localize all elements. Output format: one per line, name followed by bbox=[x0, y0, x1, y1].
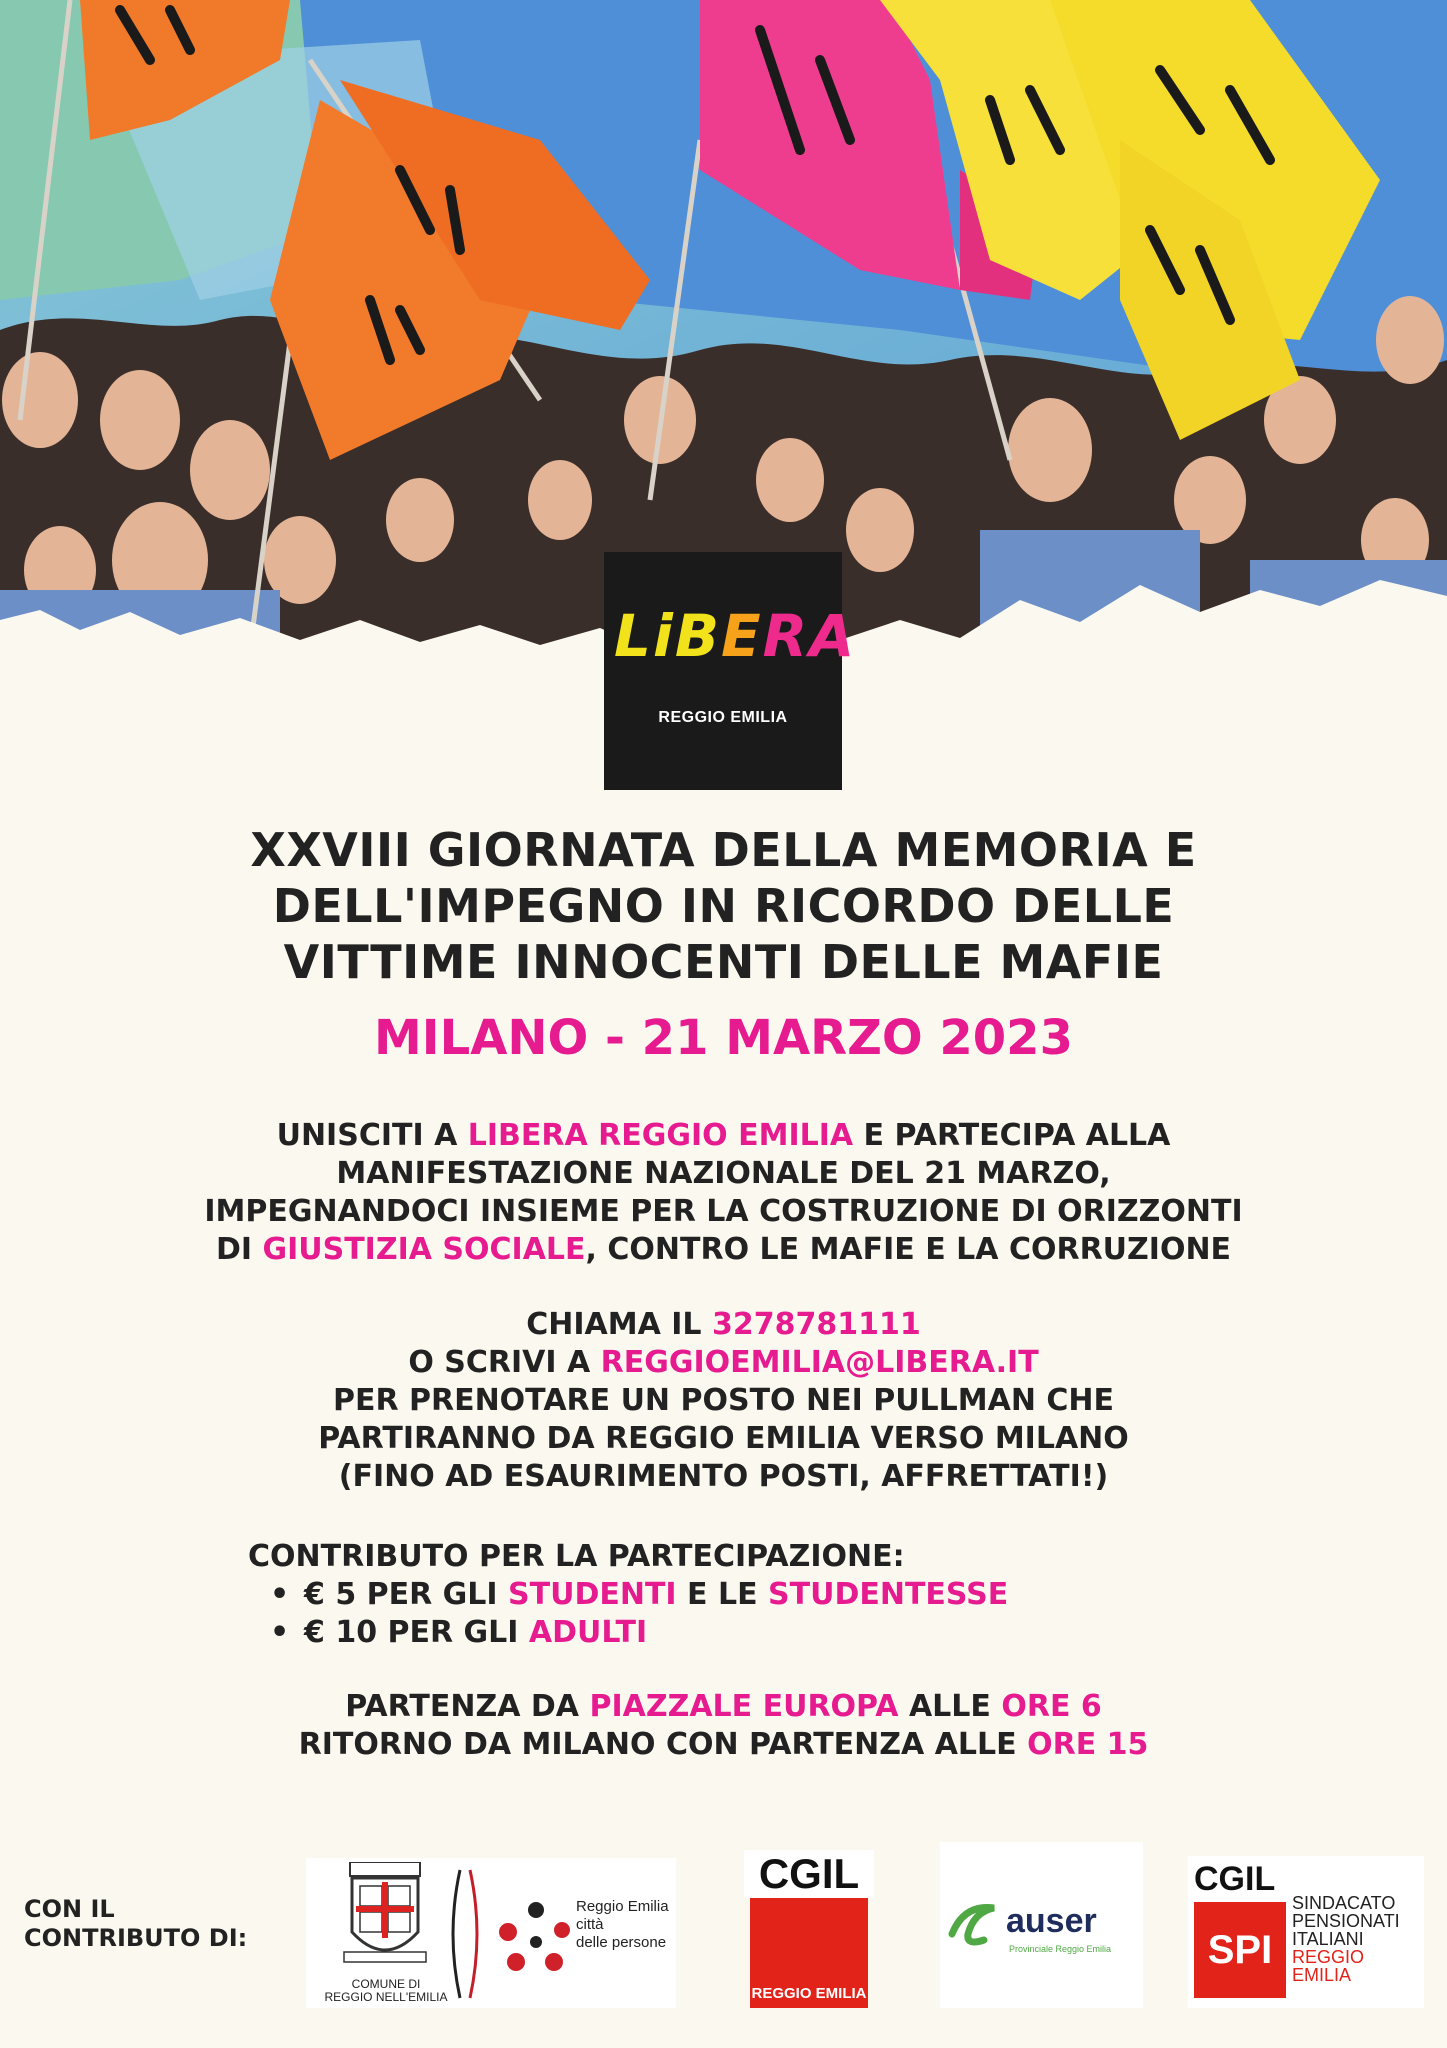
parenthesis-divider-icon bbox=[446, 1866, 486, 2002]
page-title bbox=[60, 822, 1387, 990]
title-line: VITTIME INNOCENTI DELLE MAFIE bbox=[283, 935, 1164, 989]
spi-cgil-logo bbox=[1188, 1856, 1424, 2008]
auser-logo bbox=[940, 1842, 1143, 2008]
citta-delle-persone-icon bbox=[486, 1890, 586, 1980]
cgil-red-block: REGGIO EMILIA bbox=[750, 1898, 868, 2008]
contribution-list bbox=[248, 1576, 1348, 1652]
intro-paragraph: UNISCITI A LIBERA REGGIO EMILIA E PARTECIPA ALLA MANIFESTAZIONE NAZIONALE DEL 21 MARZO, IMPEGNANDOCI INSIEME PER LA COSTRUZIONE DI ORIZZONTI DI GIUSTIZIA SOCIALE, CONTRO LE MAFIE E LA CORRUZIONE bbox=[204, 1118, 1243, 1267]
event-date-location: MILANO - 21 MARZO 2023 bbox=[374, 1010, 1073, 1066]
logo-subtitle: REGGIO EMILIA bbox=[658, 709, 788, 726]
comune-crest-icon bbox=[342, 1862, 428, 1970]
title-line: XXVIII GIORNATA DELLA MEMORIA E bbox=[250, 823, 1197, 877]
cgil-wordmark: CGIL bbox=[744, 1850, 874, 1898]
comune-caption: COMUNE DI REGGIO NELL'EMILIA bbox=[324, 1977, 448, 2004]
contribution-section bbox=[248, 1538, 1348, 1652]
giustizia-sociale-highlight: GIUSTIZIA SOCIALE bbox=[262, 1232, 586, 1267]
auser-wordmark: auser bbox=[1006, 1902, 1097, 1940]
auser-subtitle: Provinciale Reggio Emilia bbox=[1008, 1944, 1112, 1954]
citta-delle-persone-text: Reggio Emilia città delle persone bbox=[576, 1898, 669, 1951]
contact-paragraph: CHIAMA IL 3278781111 O SCRIVI A REGGIOEMILIA@LIBERA.IT PER PRENOTARE UN POSTO NEI PULLMAN CHE PARTIRANNO DA REGGIO EMILIA VERSO MILANO (FINO AD ESAURIMENTO POSTI, AFFRETTATI!) bbox=[318, 1307, 1129, 1494]
list-item: • € 10 PER GLI ADULTI bbox=[304, 1614, 1348, 1652]
list-item: • € 5 PER GLI STUDENTI E LE STUDENTESSE bbox=[304, 1576, 1348, 1614]
email-address[interactable]: REGGIOEMILIA@LIBERA.IT bbox=[600, 1345, 1039, 1380]
spi-cgil-wordmark: CGIL bbox=[1194, 1860, 1276, 1898]
contribution-heading: CONTRIBUTO PER LA PARTECIPAZIONE: bbox=[248, 1539, 905, 1574]
libera-reggio-highlight: LIBERA REGGIO EMILIA bbox=[467, 1118, 854, 1153]
libera-wordmark: LiBERA bbox=[614, 602, 857, 670]
spi-red-block: SPI bbox=[1194, 1902, 1286, 1998]
cgil-reggio-logo bbox=[744, 1850, 874, 2008]
comune-reggio-logo bbox=[306, 1858, 676, 2008]
title-line: DELL'IMPEGNO IN RICORDO DELLE bbox=[272, 879, 1175, 933]
departure-info: PARTENZA DA PIAZZALE EUROPA ALLE ORE 6 RITORNO DA MILANO CON PARTENZA ALLE ORE 15 bbox=[298, 1689, 1149, 1762]
sponsors-label: CON IL CONTRIBUTO DI: bbox=[24, 1895, 248, 1952]
spi-caption: SINDACATO PENSIONATI ITALIANI REGGIO EMILIA bbox=[1292, 1893, 1400, 1985]
phone-number[interactable]: 3278781111 bbox=[712, 1307, 921, 1342]
libera-logo bbox=[604, 552, 857, 790]
